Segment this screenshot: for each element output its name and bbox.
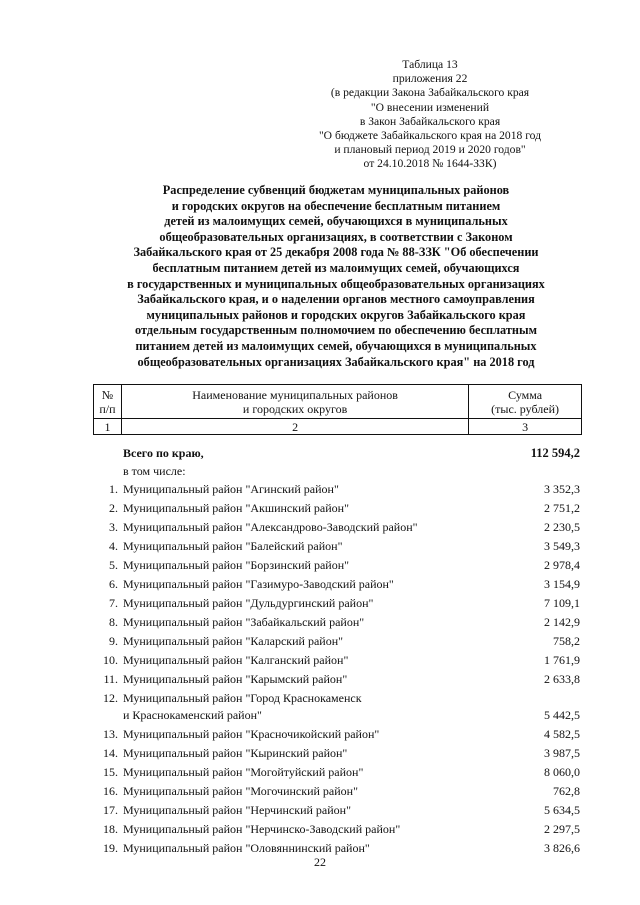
title-line: Распределение субвенций бюджетам муниципальных районов (162, 183, 510, 197)
table-row (93, 575, 582, 594)
row-name: Муниципальный район "Оловяннинский район" (123, 841, 370, 855)
table-row (93, 820, 582, 839)
row-number: 14. (103, 746, 118, 760)
row-number: 2. (109, 501, 118, 515)
row-name: Муниципальный район "Каларский район" (123, 634, 344, 648)
row-name: Муниципальный район "Агинский район" (123, 482, 339, 496)
row-number: 8. (109, 615, 118, 629)
row-value: 2 751,2 (544, 501, 580, 515)
page-number: 22 (314, 855, 326, 869)
table-row (93, 632, 582, 651)
row-name: Муниципальный район "Дульдургинский район" (123, 596, 374, 610)
table-row (93, 801, 582, 820)
row-number: 13. (103, 727, 118, 741)
header-note (300, 58, 560, 172)
header-note-line: Таблица 13 (402, 58, 458, 71)
row-number: 15. (103, 765, 118, 779)
row-value: 3 987,5 (544, 746, 580, 760)
title-line: муниципальных районов и городских округов Забайкальского края (146, 307, 526, 322)
row-name: Муниципальный район "Забайкальский район" (123, 615, 365, 629)
title-line: Забайкальского края, и о наделении органов местного самоуправления (137, 292, 535, 307)
table-row (93, 480, 582, 499)
table-row (93, 782, 582, 801)
header-cell-name (121, 385, 468, 419)
header-note-line: приложения 22 (392, 72, 468, 86)
column-index-cell: 1 (94, 419, 122, 435)
row-name: Муниципальный район "Балейский район" (123, 539, 343, 553)
header-note-line: и плановый период 2019 и 2020 годов" (334, 143, 526, 157)
row-value: 7 109,1 (544, 596, 580, 610)
row-number: 17. (103, 803, 118, 817)
row-value: 2 142,9 (544, 615, 580, 629)
total-label: Всего по краю, (123, 446, 204, 460)
row-number: 7. (109, 596, 118, 610)
row-name: Муниципальный район "Александрово-Заводский район" (123, 520, 418, 534)
row-name: Муниципальный район "Калганский район" (123, 653, 349, 667)
document-title (96, 183, 576, 370)
row-number: 3. (109, 520, 118, 534)
table-row (93, 725, 582, 744)
row-value: 8 060,0 (544, 765, 580, 779)
row-name: Муниципальный район "Борзинский район" (123, 558, 350, 572)
row-name: Муниципальный район "Нерчинский район" (123, 803, 351, 817)
row-value: 3 826,6 (544, 841, 580, 855)
header-text: Сумма (508, 387, 543, 402)
table-row (93, 651, 582, 670)
row-number: 18. (103, 822, 118, 836)
row-value: 3 154,9 (544, 577, 580, 591)
row-value: 5 442,5 (544, 708, 580, 722)
row-name (123, 690, 362, 724)
header-cell-number (94, 385, 122, 419)
table-header (93, 384, 582, 435)
table-row (93, 556, 582, 575)
title-line: Забайкальского края от 25 декабря 2008 года № 88-ЗЗК "Об обеспечении (133, 245, 539, 260)
total-row (93, 444, 582, 463)
row-value: 758,2 (553, 634, 580, 648)
title-line: отдельным государственным полномочием по обеспечению бесплатным (135, 323, 537, 338)
header-note-line: "О внесении изменений (370, 100, 490, 114)
table-row (93, 670, 582, 689)
row-number: 10. (103, 653, 118, 667)
row-name: Муниципальный район "Акшинский район" (123, 501, 349, 515)
title-line: детей из малоимущих семей, обучающихся в муниципальных (164, 214, 508, 229)
subtitle-label: в том числе: (123, 464, 186, 478)
table-row (93, 594, 582, 613)
row-number: 19. (103, 841, 118, 855)
header-note-line: (в редакции Закона Забайкальского края (330, 86, 530, 100)
row-number: 1. (109, 482, 118, 496)
row-number: 5. (109, 558, 118, 572)
row-number: 9. (109, 634, 118, 648)
table-row (93, 613, 582, 632)
table-row (93, 518, 582, 537)
column-index-cell: 3 (469, 419, 582, 435)
table-body (93, 444, 582, 858)
row-number: 16. (103, 784, 118, 798)
title-line: общеобразовательных организациях Забайкальского края" на 2018 год (137, 354, 535, 369)
row-name: Муниципальный район "Красночикойский район" (123, 727, 380, 741)
row-name: Муниципальный район "Кыринский район" (123, 746, 348, 760)
title-line: и городских округов на обеспечение бесплатным питанием (171, 198, 501, 213)
header-text: (тыс. рублей) (491, 401, 560, 416)
table-row (93, 744, 582, 763)
total-value: 112 594,2 (530, 446, 580, 460)
header-text: п/п (99, 401, 116, 416)
header-cell-sum (469, 385, 582, 419)
row-name: Муниципальный район "Газимуро-Заводский район" (123, 577, 394, 591)
table-row (93, 689, 582, 725)
title-line: общеобразовательных организациях, в соответствии с Законом (159, 229, 513, 244)
row-name-line: и Краснокаменский район" (123, 708, 262, 722)
row-value: 2 230,5 (544, 520, 580, 534)
row-number: 4. (109, 539, 118, 553)
row-name-line: Муниципальный район "Город Краснокаменск (123, 691, 362, 705)
row-number: 11. (103, 672, 118, 686)
row-value: 1 761,9 (544, 653, 580, 667)
row-value: 3 352,3 (544, 482, 580, 496)
header-note-line: от 24.10.2018 № 1644-ЗЗК) (363, 157, 497, 171)
row-name: Муниципальный район "Могочинский район" (123, 784, 358, 798)
row-value: 4 582,5 (544, 727, 580, 741)
row-name: Муниципальный район "Нерчинско-Заводский район" (123, 822, 401, 836)
table-row (93, 499, 582, 518)
row-name: Муниципальный район "Карымский район" (123, 672, 348, 686)
title-line: питанием детей из малоимущих семей, обучающихся в муниципальных (135, 338, 537, 353)
row-value: 2 978,4 (544, 558, 580, 572)
subtitle-row (93, 463, 582, 480)
header-text: и городских округов (242, 401, 348, 416)
header-text: Наименование муниципальных районов (192, 387, 398, 402)
row-value: 5 634,5 (544, 803, 580, 817)
row-number: 12. (103, 691, 118, 705)
row-value: 2 297,5 (544, 822, 580, 836)
row-number: 6. (109, 577, 118, 591)
title-line: в государственных и муниципальных общеобразовательных организациях (127, 276, 545, 291)
title-line: бесплатным питанием детей из малоимущих семей, обучающихся (152, 260, 520, 275)
header-note-line: "О бюджете Забайкальского края на 2018 год (318, 129, 542, 143)
row-value: 2 633,8 (544, 672, 580, 686)
table-row (93, 763, 582, 782)
row-value: 762,8 (553, 784, 580, 798)
column-index-cell: 2 (121, 419, 468, 435)
row-value: 3 549,3 (544, 539, 580, 553)
row-name: Муниципальный район "Могойтуйский район" (123, 765, 364, 779)
header-text: № (101, 387, 114, 402)
header-note-line: в Закон Забайкальского края (359, 114, 501, 128)
table-row (93, 537, 582, 556)
